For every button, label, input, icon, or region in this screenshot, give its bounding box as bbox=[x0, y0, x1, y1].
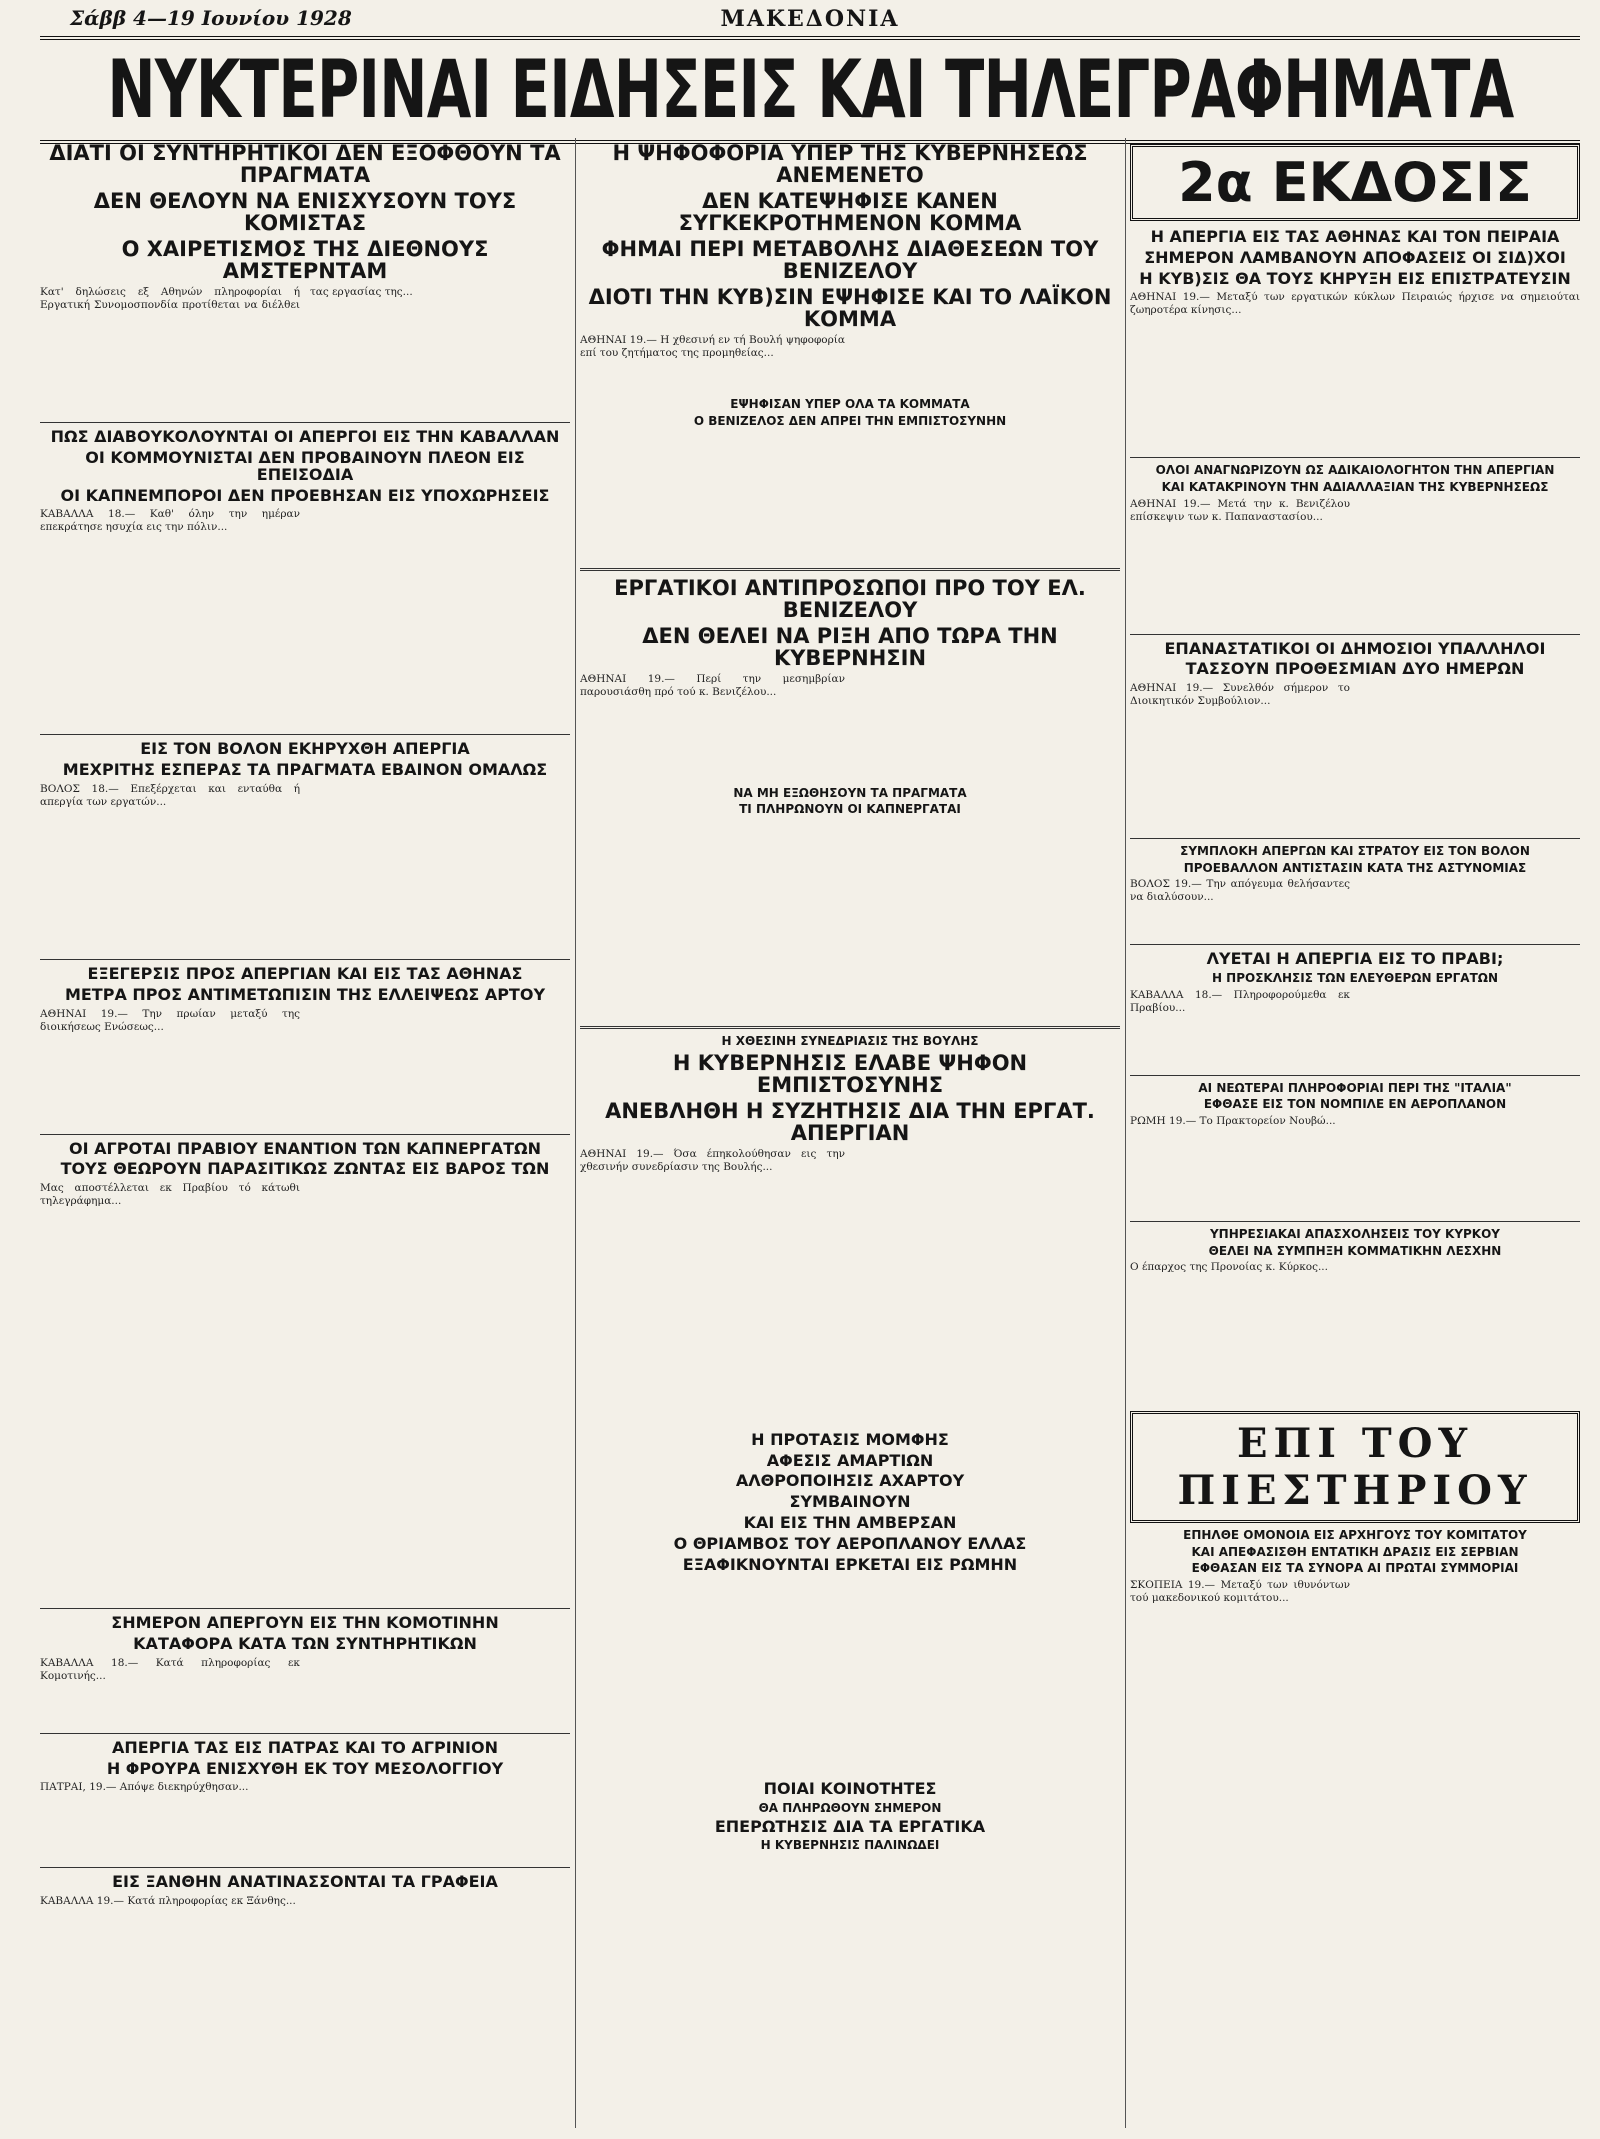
article-text: ΑΘΗΝΑΙ 19.— Την πρωίαν μεταξύ της διοικήσεως Ενώσεως... bbox=[40, 1007, 300, 1033]
headline: ΕΡΓΑΤΙΚΟΙ ΑΝΤΙΠΡΟΣΩΠΟΙ ΠΡΟ ΤΟΥ ΕΛ. ΒΕΝΙΖΕΛΟΥ bbox=[614, 575, 1086, 622]
headline: Η ΠΡΟΣΚΛΗΣΙΣ ΤΩΝ ΕΛΕΥΘΕΡΩΝ ΕΡΓΑΤΩΝ bbox=[1211, 971, 1499, 986]
headline: ΑΛΘΡΟΠΟΙΗΣΙΣ ΑΧΑΡΤΟΥ bbox=[735, 1471, 965, 1491]
article-text: ΚΑΒΑΛΛΑ 18.— Κατά πληροφορίας εκ Κομοτινής... bbox=[40, 1656, 300, 1682]
headline: ΥΠΗΡΕΣΙΑΚΑΙ ΑΠΑΣΧΟΛΗΣΕΙΣ ΤΟΥ ΚΥΡΚΟΥ bbox=[1209, 1226, 1500, 1241]
headline: ΣΗΜΕΡΟΝ ΛΑΜΒΑΝΟΥΝ ΑΠΟΦΑΣΕΙΣ ΟΙ ΣΙΔ)ΧΟΙ bbox=[1144, 247, 1566, 267]
article-text bbox=[580, 432, 1120, 562]
divider bbox=[1130, 634, 1580, 635]
column-right bbox=[1130, 138, 1580, 2128]
divider bbox=[1130, 1221, 1580, 1222]
column-middle bbox=[580, 138, 1120, 2128]
headline: ΟΙ ΚΑΠΝΕΜΠΟΡΟΙ ΔΕΝ ΠΡΟΕΒΗΣΑΝ ΕΙΣ ΥΠΟΧΩΡΗΣΕΙΣ bbox=[60, 485, 550, 505]
front-banner bbox=[40, 36, 1580, 144]
headline: ΚΑΙ ΕΙΣ ΤΗΝ ΑΜΒΕΡΣΑΝ bbox=[743, 1512, 957, 1532]
article-text: ΠΑΤΡΑΙ, 19.— Απόψε διεκηρύχθησαν... bbox=[40, 1781, 249, 1794]
headline: ΚΑΙ ΚΑΤΑΚΡΙΝΟΥΝ ΤΗΝ ΑΔΙΑΛΛΑΞΙΑΝ ΤΗΣ ΚΥΒΕΡΝΗΣΕΩΣ bbox=[1161, 479, 1549, 494]
headline: ΟΙ ΑΓΡΟΤΑΙ ΠΡΑΒΙΟΥ ΕΝΑΝΤΙΟΝ ΤΩΝ ΚΑΠΝΕΡΓΑΤΩΝ bbox=[69, 1138, 541, 1158]
headline: ΠΟΙΑΙ ΚΟΙΝΟΤΗΤΕΣ bbox=[763, 1779, 937, 1799]
ornament-banner: ΕΠΙ ΤΟΥ ΠΙΕΣΤΗΡΙΟΥ bbox=[1130, 1411, 1580, 1523]
headline: ΠΩΣ ΔΙΑΒΟΥΚΟΛΟΥΝΤΑΙ ΟΙ ΑΠΕΡΓΟΙ ΕΙΣ ΤΗΝ ΚΑΒΑΛΛΑΝ bbox=[50, 427, 560, 447]
headline: ΤΑΣΣΟΥΝ ΠΡΟΘΕΣΜΙΑΝ ΔΥΟ ΗΜΕΡΩΝ bbox=[1185, 659, 1525, 679]
divider bbox=[1130, 838, 1580, 839]
divider bbox=[1130, 1075, 1580, 1076]
headline: ΟΛΟΙ ΑΝΑΓΝΩΡΙΖΟΥΝ ΩΣ ΑΔΙΚΑΙΟΛΟΓΗΤΟΝ ΤΗΝ ΑΠΕΡΓΙΑΝ bbox=[1155, 463, 1555, 478]
headline: ΔΙΑΤΙ ΟΙ ΣΥΝΤΗΡΗΤΙΚΟΙ ΔΕΝ ΕΞΟΦΘΟΥΝ ΤΑ ΠΡΑΓΜΑΤΑ bbox=[49, 141, 561, 188]
edition-box: 2α ΕΚΔΟΣΙΣ bbox=[1130, 144, 1580, 221]
headline: ΔΕΝ ΘΕΛΟΥΝ ΝΑ ΕΝΙΣΧΥΣΟΥΝ ΤΟΥΣ ΚΟΜΙΣΤΑΣ bbox=[93, 189, 517, 236]
subheadline: Η ΚΥΒΕΡΝΗΣΙΣ ΠΑΛΙΝΩΔΕΙ bbox=[760, 1838, 940, 1853]
headline: ΕΞΑΦΙΚΝΟΥΝΤΑΙ ΕΡΚΕΤΑΙ ΕΙΣ ΡΩΜΗΝ bbox=[682, 1554, 1018, 1574]
subheadline: ΕΨΗΦΙΣΑΝ ΥΠΕΡ ΟΛΑ ΤΑ ΚΟΜΜΑΤΑ bbox=[730, 397, 970, 412]
headline: ΔΙΟΤΙ ΤΗΝ ΚΥΒ)ΣΙΝ ΕΨΗΦΙΣΕ ΚΑΙ ΤΟ ΛΑΪΚΟΝ ΚΟΜΜΑ bbox=[588, 285, 1112, 332]
article-text bbox=[580, 1577, 1120, 1777]
article-text: ΚΑΒΑΛΛΑ 19.— Κατά πληροφορίας εκ Ξάνθης... bbox=[40, 1895, 296, 1908]
divider bbox=[40, 734, 570, 735]
article-text: ΑΘΗΝΑΙ 19.— Μετά την κ. Βενιζέλου επίσκεψιν των κ. Παπαναστασίου... bbox=[1130, 497, 1350, 523]
masthead bbox=[40, 6, 1580, 34]
divider bbox=[40, 1134, 570, 1135]
divider bbox=[580, 568, 1120, 571]
divider bbox=[40, 422, 570, 423]
column-left bbox=[40, 138, 570, 2128]
headline: ΑΦΕΣΙΣ ΑΜΑΡΤΙΩΝ bbox=[766, 1450, 934, 1470]
headline: ΑΠΕΡΓΙΑ ΤΑΣ ΕΙΣ ΠΑΤΡΑΣ ΚΑΙ ΤΟ ΑΓΡΙΝΙΟΝ bbox=[112, 1737, 498, 1757]
divider bbox=[40, 959, 570, 960]
headline: ΜΕΤΡΑ ΠΡΟΣ ΑΝΤΙΜΕΤΩΠΙΣΙΝ ΤΗΣ ΕΛΛΕΙΨΕΩΣ ΑΡΤΟΥ bbox=[64, 984, 546, 1004]
headline: ΤΟΥΣ ΘΕΩΡΟΥΝ ΠΑΡΑΣΙΤΙΚΩΣ ΖΩΝΤΑΣ ΕΙΣ ΒΑΡΟΣ ΤΩΝ bbox=[60, 1159, 550, 1179]
subheadline: ΤΙ ΠΛΗΡΩΝΟΥΝ ΟΙ ΚΑΠΝΕΡΓΑΤΑΙ bbox=[739, 802, 961, 817]
article-text: ΑΘΗΝΑΙ 19.— Όσα έπηκολούθησαν εις την χθεσινήν συνεδρίασιν της Βουλής... bbox=[580, 1147, 845, 1173]
headline: ΚΑΤΑΦΟΡΑ ΚΑΤΑ ΤΩΝ ΣΥΝΤΗΡΗΤΙΚΩΝ bbox=[133, 1634, 477, 1654]
headline: ΣΗΜΕΡΟΝ ΑΠΕΡΓΟΥΝ ΕΙΣ ΤΗΝ ΚΟΜΟΤΙΝΗΝ bbox=[111, 1613, 499, 1633]
headline: ΠΡΟΕΒΑΛΛΟΝ ΑΝΤΙΣΤΑΣΙΝ ΚΑΤΑ ΤΗΣ ΑΣΤΥΝΟΜΙΑΣ bbox=[1183, 860, 1527, 875]
article-text: Ο έπαρχος της Προνοίας κ. Κύρκος... bbox=[1130, 1261, 1328, 1274]
article-text bbox=[580, 820, 1120, 1020]
banner-title: ΝΥΚΤΕΡΙΝΑΙ ΕΙΔΗΣΕΙΣ ΚΑΙ ΤΗΛΕΓΡΑΦΗΜΑΤΑ bbox=[106, 43, 1514, 136]
headline: Η ΠΡΟΤΑΣΙΣ ΜΟΜΦΗΣ bbox=[751, 1429, 949, 1449]
paper-name: ΜΑΚΕΔΟΝΙΑ bbox=[720, 6, 900, 32]
headline: ΘΕΛΕΙ ΝΑ ΣΥΜΠΗΞΗ ΚΟΜΜΑΤΙΚΗΝ ΛΕΣΧΗΝ bbox=[1208, 1243, 1502, 1258]
headline: Η ΚΥΒΕΡΝΗΣΙΣ ΕΛΑΒΕ ΨΗΦΟΝ ΕΜΠΙΣΤΟΣΥΝΗΣ bbox=[672, 1050, 1028, 1097]
headline: ΣΥΜΠΛΟΚΗ ΑΠΕΡΓΩΝ ΚΑΙ ΣΤΡΑΤΟΥ ΕΙΣ ΤΟΝ ΒΟΛΟΝ bbox=[1180, 844, 1530, 859]
divider bbox=[580, 1026, 1120, 1029]
headline: ΕΦΘΑΣΕ ΕΙΣ ΤΟΝ ΝΟΜΠΙΛΕ ΕΝ ΑΕΡΟΠΛΑΝΟΝ bbox=[1203, 1097, 1507, 1112]
headline: ΦΗΜΑΙ ΠΕΡΙ ΜΕΤΑΒΟΛΗΣ ΔΙΑΘΕΣΕΩΝ ΤΟΥ ΒΕΝΙΖΕΛΟΥ bbox=[601, 237, 1099, 284]
headline: Ο ΘΡΙΑΜΒΟΣ ΤΟΥ ΑΕΡΟΠΛΑΝΟΥ ΕΛΛΑΣ bbox=[673, 1533, 1027, 1553]
article-text: ΒΟΛΟΣ 19.— Την απόγευμα θελήσαντες να διαλύσουν... bbox=[1130, 878, 1350, 904]
article-text: ΑΘΗΝΑΙ 19.— Περί την μεσημβρίαν παρουσιάσθη πρό τού κ. Βενιζέλου... bbox=[580, 672, 845, 698]
headline: ΕΙΣ ΤΟΝ ΒΟΛΟΝ ΕΚΗΡΥΧΘΗ ΑΠΕΡΓΙΑ bbox=[140, 739, 470, 759]
headline: ΕΠΑΝΑΣΤΑΤΙΚΟΙ ΟΙ ΔΗΜΟΣΙΟΙ ΥΠΑΛΛΗΛΟΙ bbox=[1164, 638, 1546, 658]
subheadline: ΝΑ ΜΗ ΕΞΩΘΗΣΟΥΝ ΤΑ ΠΡΑΓΜΑΤΑ bbox=[733, 785, 967, 800]
headline: ΕΠΕΡΩΤΗΣΙΣ ΔΙΑ ΤΑ ΕΡΓΑΤΙΚΑ bbox=[714, 1816, 986, 1836]
article-text: ΒΟΛΟΣ 18.— Επεξέρχεται και ενταύθα ή απεργία των εργατών... bbox=[40, 783, 300, 809]
headline: ΔΕΝ ΚΑΤΕΨΗΦΙΣΕ ΚΑΝΕΝ ΣΥΓΚΕΚΡΟΤΗΜΕΝΟΝ ΚΟΜΜΑ bbox=[678, 189, 1022, 236]
headline: ΚΑΙ ΑΠΕΦΑΣΙΣΘΗ ΕΝΤΑΤΙΚΗ ΔΡΑΣΙΣ ΕΙΣ ΣΕΡΒΙΑΝ bbox=[1191, 1544, 1519, 1559]
headline: ΔΕΝ ΘΕΛΕΙ ΝΑ ΡΙΞΗ ΑΠΟ ΤΩΡΑ ΤΗΝ ΚΥΒΕΡΝΗΣΙΝ bbox=[642, 623, 1058, 670]
headline: ΛΥΕΤΑΙ Η ΑΠΕΡΓΙΑ ΕΙΣ ΤΟ ΠΡΑΒΙ; bbox=[1206, 949, 1504, 969]
article-text: Μας αποστέλλεται εκ Πραβίου τό κάτωθι τηλεγράφημα... bbox=[40, 1182, 300, 1208]
article-text: ΑΘΗΝΑΙ 19.— Η χθεσινή εν τή Βουλή ψηφοφορία επί του ζητήματος της προμηθείας... bbox=[580, 334, 845, 360]
column-rule bbox=[575, 138, 576, 2128]
headline: ΕΞΕΓΕΡΣΙΣ ΠΡΟΣ ΑΠΕΡΓΙΑΝ ΚΑΙ ΕΙΣ ΤΑΣ ΑΘΗΝΑΣ bbox=[87, 964, 523, 984]
headline: ΕΙΣ ΞΑΝΘΗΝ ΑΝΑΤΙΝΑΣΣΟΝΤΑΙ ΤΑ ΓΡΑΦΕΙΑ bbox=[112, 1872, 498, 1892]
column-rule bbox=[1125, 138, 1126, 2128]
article-text: ΚΑΒΑΛΛΑ 18.— Καθ' όλην την ημέραν επεκράτησε ησυχία εις την πόλιν... bbox=[40, 508, 300, 534]
subheadline: ΘΑ ΠΛΗΡΩΘΟΥΝ ΣΗΜΕΡΟΝ bbox=[758, 1801, 942, 1816]
headline: ΟΙ ΚΟΜΜΟΥΝΙΣΤΑΙ ΔΕΝ ΠΡΟΒΑΙΝΟΥΝ ΠΛΕΟΝ ΕΙΣ ΕΠΕΙΣΟΔΙΑ bbox=[85, 448, 525, 484]
divider bbox=[40, 1867, 570, 1868]
article-text: Κατ' δηλώσεις εξ Αθηνών πληροφορίαι ή Εργατική Συνομοσπονδία προτίθεται να διέλθει τας εργασίας της... bbox=[40, 286, 413, 312]
subheadline: Ο ΒΕΝΙΖΕΛΟΣ ΔΕΝ ΑΠΡΕΙ ΤΗΝ ΕΜΠΙΣΤΟΣΥΝΗΝ bbox=[693, 413, 1007, 428]
headline: ΕΦΘΑΣΑΝ ΕΙΣ ΤΑ ΣΥΝΟΡΑ ΑΙ ΠΡΩΤΑΙ ΣΥΜΜΟΡΙΑΙ bbox=[1191, 1561, 1519, 1576]
article-text: ΑΘΗΝΑΙ 19.— Συνελθόν σήμερον το Διοικητικόν Συμβούλιον... bbox=[1130, 682, 1350, 708]
article-text: ΑΘΗΝΑΙ 19.— Μεταξύ των εργατικών κύκλων Πειραιώς ήρχισε να σημειούται ζωηροτέρα κίνησις... bbox=[1130, 291, 1580, 317]
headline: Η ΦΡΟΥΡΑ ΕΝΙΣΧΥΘΗ ΕΚ ΤΟΥ ΜΕΣΟΛΟΓΓΙΟΥ bbox=[106, 1758, 504, 1778]
headline: ΕΠΗΛΘΕ ΟΜΟΝΟΙΑ ΕΙΣ ΑΡΧΗΓΟΥΣ ΤΟΥ ΚΟΜΙΤΑΤΟΥ bbox=[1183, 1528, 1527, 1543]
issue-date: Σάββ 4—19 Ιουνίου 1928 bbox=[70, 6, 352, 30]
divider bbox=[40, 1733, 570, 1734]
divider bbox=[1130, 457, 1580, 458]
headline: ΑΙ ΝΕΩΤΕΡΑΙ ΠΛΗΡΟΦΟΡΙΑΙ ΠΕΡΙ ΤΗΣ "ΙΤΑΛΙΑ" bbox=[1198, 1080, 1512, 1095]
headline: Η ΑΠΕΡΓΙΑ ΕΙΣ ΤΑΣ ΑΘΗΝΑΣ ΚΑΙ ΤΟΝ ΠΕΙΡΑΙΑ bbox=[1150, 227, 1560, 246]
divider bbox=[40, 1608, 570, 1609]
article-text: ΚΑΒΑΛΛΑ 18.— Πληροφορούμεθα εκ Πραβίου... bbox=[1130, 988, 1350, 1014]
headline: ΜΕΧΡΙΤΗΣ ΕΣΠΕΡΑΣ ΤΑ ΠΡΑΓΜΑΤΑ ΕΒΑΙΝΟΝ ΟΜΑΛΩΣ bbox=[62, 760, 548, 780]
headline: Η ΚΥΒ)ΣΙΣ ΘΑ ΤΟΥΣ ΚΗΡΥΞΗ ΕΙΣ ΕΠΙΣΤΡΑΤΕΥΣΙΝ bbox=[1139, 268, 1571, 288]
divider bbox=[1130, 944, 1580, 945]
article-text: ΣΚΟΠΕΙΑ 19.— Μεταξύ των ιθυνόντων τού μακεδονικού κομιτάτου... bbox=[1130, 1578, 1350, 1604]
headline: ΑΝΕΒΛΗΘΗ Η ΣΥΖΗΤΗΣΙΣ ΔΙΑ ΤΗΝ ΕΡΓΑΤ. ΑΠΕΡΓΙΑΝ bbox=[605, 1098, 1095, 1145]
headline: Η ΨΗΦΟΦΟΡΙΑ ΥΠΕΡ ΤΗΣ ΚΥΒΕΡΝΗΣΕΩΣ ΑΝΕΜΕΝΕΤΟ bbox=[612, 141, 1088, 188]
headline: ΣΥΜΒΑΙΝΟΥΝ bbox=[789, 1492, 911, 1512]
article-text: ΡΩΜΗ 19.— Το Πρακτορείον Νουβώ... bbox=[1130, 1114, 1336, 1127]
subheadline: Η ΧΘΕΣΙΝΗ ΣΥΝΕΔΡΙΑΣΙΣ ΤΗΣ ΒΟΥΛΗΣ bbox=[721, 1033, 979, 1048]
headline: Ο ΧΑΙΡΕΤΙΣΜΟΣ ΤΗΣ ΔΙΕΘΝΟΥΣ ΑΜΣΤΕΡΝΤΑΜ bbox=[121, 237, 489, 284]
